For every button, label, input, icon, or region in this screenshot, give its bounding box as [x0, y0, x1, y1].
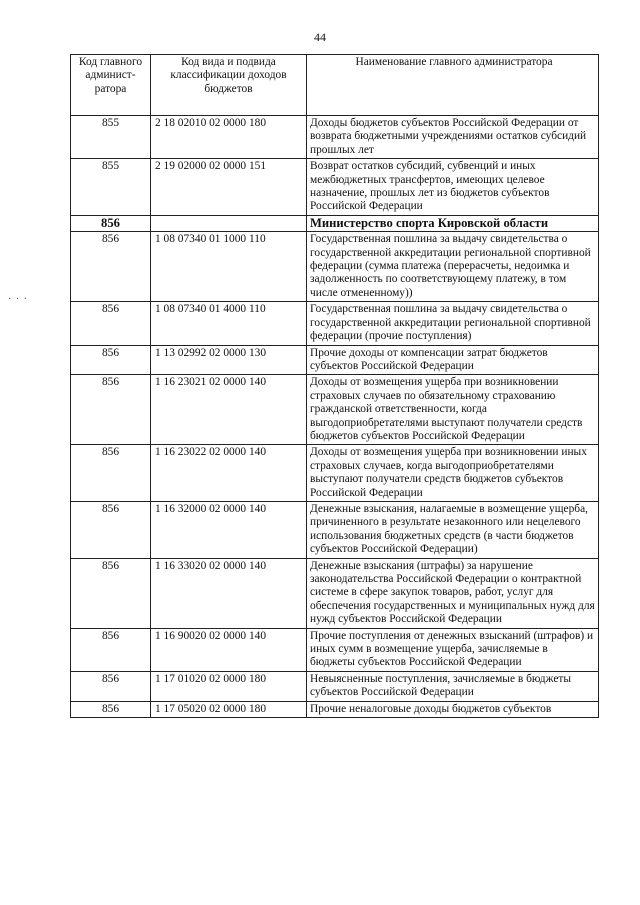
table-row	[71, 232, 599, 302]
cell-admin-name: Денежные взыскания (штрафы) за нарушение законодательства Российской Федерации о контрактной системе в сфере закупок товаров, работ, услуг для обеспечения государственных и муниципальных нужд для нужд субъектов Российской Федерации	[307, 558, 599, 628]
cell-income-code	[151, 215, 307, 231]
cell-income-code: 1 17 01020 02 0000 180	[151, 671, 307, 701]
income-administrators-table	[70, 54, 599, 718]
cell-admin-code: 856	[71, 501, 151, 558]
cell-admin-name: Министерство спорта Кировской области	[307, 215, 599, 231]
cell-admin-code: 856	[71, 671, 151, 701]
cell-admin-code: 856	[71, 701, 151, 717]
cell-admin-code: 856	[71, 375, 151, 445]
table-row	[71, 116, 599, 159]
table-row	[71, 445, 599, 502]
table-header-row	[71, 55, 599, 116]
cell-income-code: 1 16 32000 02 0000 140	[151, 501, 307, 558]
cell-admin-name: Доходы от возмещения ущерба при возникновении страховых случаев по обязательному страхованию гражданской ответственности, когда выгодоприобретателями выступают получатели средств бюджетов субъектов Российской Федерации	[307, 375, 599, 445]
header-income-code: Код вида и подвида классификации доходов бюджетов	[151, 55, 307, 116]
cell-income-code: 1 08 07340 01 4000 110	[151, 302, 307, 345]
cell-admin-code: 856	[71, 215, 151, 231]
cell-admin-name: Доходы от возмещения ущерба при возникновении иных страховых случаев, когда выгодоприобретателями выступают получатели средств бюджетов субъектов Российской Федерации	[307, 445, 599, 502]
table-row	[71, 701, 599, 717]
page-number: 44	[314, 30, 326, 44]
cell-income-code: 1 13 02992 02 0000 130	[151, 345, 307, 375]
cell-admin-name: Невыясненные поступления, зачисляемые в бюджеты субъектов Российской Федерации	[307, 671, 599, 701]
ministry-row	[71, 215, 599, 231]
margin-mark: · · ·	[8, 294, 28, 305]
cell-admin-name: Прочие доходы от компенсации затрат бюджетов субъектов Российской Федерации	[307, 345, 599, 375]
cell-admin-name: Прочие неналоговые доходы бюджетов субъектов	[307, 701, 599, 717]
table-row	[71, 628, 599, 671]
cell-admin-code: 855	[71, 116, 151, 159]
table-body	[71, 116, 599, 718]
cell-income-code: 1 16 90020 02 0000 140	[151, 628, 307, 671]
cell-admin-code: 856	[71, 345, 151, 375]
cell-admin-name: Денежные взыскания, налагаемые в возмещение ущерба, причиненного в результате незаконного или нецелевого использования бюджетных средств (в части бюджетов субъектов Российской Федерации)	[307, 501, 599, 558]
cell-income-code: 1 16 23021 02 0000 140	[151, 375, 307, 445]
cell-admin-name: Государственная пошлина за выдачу свидетельства о государственной аккредитации региональной спортивной федерации (сумма платежа (перерасчеты, недоимка и задолженность по соответствующему платежу, в том числе отмененному))	[307, 232, 599, 302]
cell-admin-name: Прочие поступления от денежных взысканий (штрафов) и иных сумм в возмещение ущерба, зачисляемые в бюджеты субъектов Российской Федерации	[307, 628, 599, 671]
cell-income-code: 1 16 23022 02 0000 140	[151, 445, 307, 502]
table-row	[71, 159, 599, 216]
cell-income-code: 1 17 05020 02 0000 180	[151, 701, 307, 717]
table-header	[71, 55, 599, 116]
cell-income-code: 2 18 02010 02 0000 180	[151, 116, 307, 159]
cell-admin-code: 856	[71, 445, 151, 502]
cell-admin-code: 856	[71, 232, 151, 302]
cell-admin-code: 856	[71, 558, 151, 628]
cell-income-code: 1 16 33020 02 0000 140	[151, 558, 307, 628]
cell-income-code: 1 08 07340 01 1000 110	[151, 232, 307, 302]
cell-admin-code: 856	[71, 628, 151, 671]
header-admin-name: Наименование главного администратора	[307, 55, 599, 116]
cell-admin-name: Возврат остатков субсидий, субвенций и иных межбюджетных трансфертов, имеющих целевое назначение, прошлых лет из бюджетов субъектов Российской Федерации	[307, 159, 599, 216]
cell-admin-code: 855	[71, 159, 151, 216]
header-admin-code: Код главного админист-ратора	[71, 55, 151, 116]
table-row	[71, 345, 599, 375]
table-row	[71, 375, 599, 445]
table-row	[71, 671, 599, 701]
cell-admin-name: Государственная пошлина за выдачу свидетельства о государственной аккредитации региональной спортивной федерации (прочие поступления)	[307, 302, 599, 345]
cell-admin-name: Доходы бюджетов субъектов Российской Федерации от возврата бюджетными учреждениями остатков субсидий прошлых лет	[307, 116, 599, 159]
table-row	[71, 501, 599, 558]
cell-income-code: 2 19 02000 02 0000 151	[151, 159, 307, 216]
table-row	[71, 558, 599, 628]
cell-admin-code: 856	[71, 302, 151, 345]
table-row	[71, 302, 599, 345]
